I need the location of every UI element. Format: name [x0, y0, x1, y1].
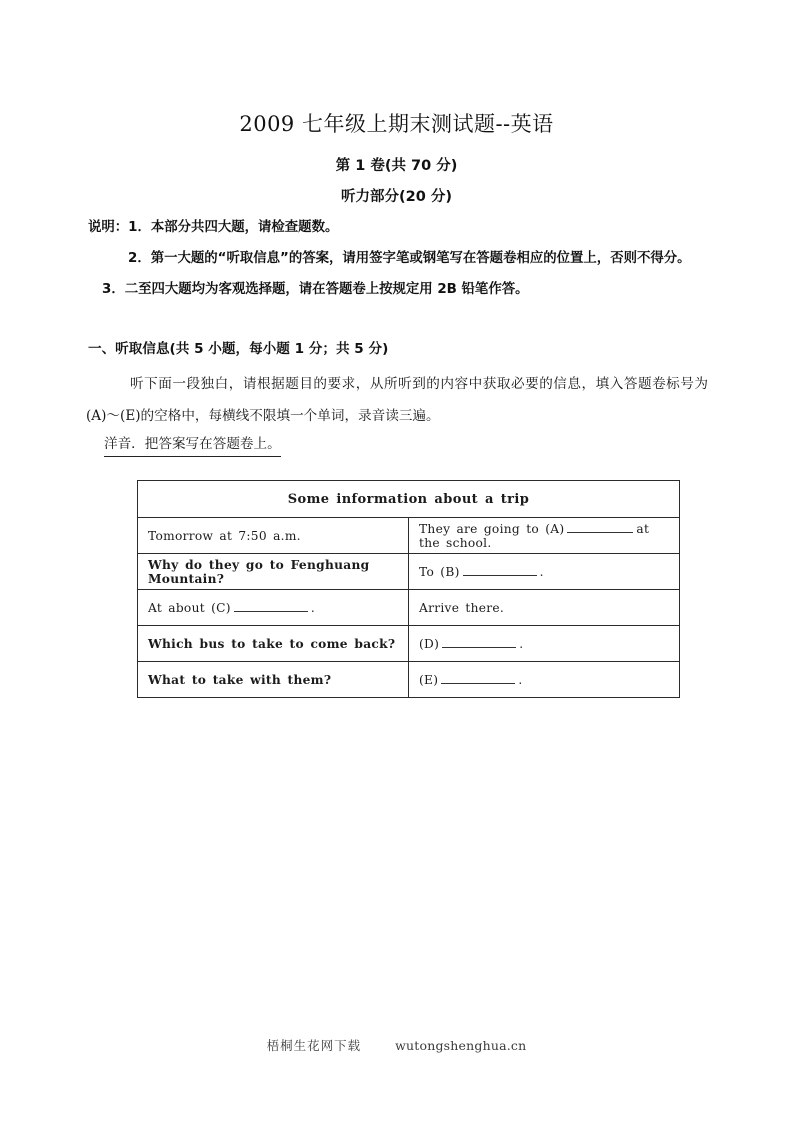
table-cell-question-bus: Which bus to take to come back? [138, 626, 409, 662]
answer-c-prefix: At about (C) [148, 601, 231, 615]
answer-a-suffix: at the school. [419, 522, 650, 550]
footer-site-url: wutongshenghua.cn [395, 1038, 527, 1053]
section-instruction-paragraph: 听下面一段独白，请根据题目的要求，从所听到的内容中获取必要的信息，填入答题卷标号为 (A)～(E)的空格中，每横线不限填一个单词，录音读三遍。 [86, 376, 708, 424]
table-header-row [138, 481, 680, 518]
table-cell-answer-e [409, 662, 680, 698]
listening-section-subtitle: 听力部分(20 分) [341, 189, 452, 205]
table-cell-time: Tomorrow at 7:50 a.m. [138, 518, 409, 554]
volume-subtitle: 第 1 卷(共 70 分) [335, 158, 458, 174]
footer-watermark [0, 1036, 793, 1054]
table-row [138, 662, 680, 698]
answer-blank-c[interactable] [234, 600, 308, 612]
instruction-note-2: 2．第一大题的“听取信息”的答案，请用签字笔或钢笔写在答题卷相应的位置上，否则不得分。 [128, 251, 691, 266]
table-cell-question-why: Why do they go to Fenghuang Mountain? [138, 554, 409, 590]
answer-blank-e[interactable] [441, 672, 515, 684]
answer-blank-d[interactable] [442, 636, 516, 648]
answer-blank-a[interactable] [567, 521, 633, 533]
answer-e-suffix: . [518, 673, 523, 687]
section-heading-listening: 一、听取信息(共 5 小题，每小题 1 分；共 5 分) [88, 341, 389, 357]
table-row [138, 518, 680, 554]
table-cell-answer-d [409, 626, 680, 662]
table-cell-answer-a [409, 518, 680, 554]
table-row [138, 590, 680, 626]
answer-sheet-note: 洋音．把答案写在答题卷上。 [104, 434, 281, 457]
answer-e-prefix: (E) [419, 673, 439, 687]
trip-information-table [137, 480, 680, 698]
table-title-cell: Some information about a trip [138, 481, 680, 518]
answer-d-prefix: (D) [419, 637, 440, 651]
instruction-note-1: 说明：1．本部分共四大题，请检查题数。 [88, 220, 339, 235]
answer-b-prefix: To (B) [419, 565, 460, 579]
answer-a-prefix: They are going to (A) [419, 522, 565, 536]
answer-blank-b[interactable] [463, 564, 537, 576]
table-cell-arrive: Arrive there. [409, 590, 680, 626]
table-row [138, 554, 680, 590]
footer-site-name: 梧桐生花网下载 [266, 1038, 362, 1053]
answer-d-suffix: . [519, 637, 524, 651]
instructions-block [88, 212, 708, 305]
page-title: 2009 七年级上期末测试题--英语 [239, 112, 554, 136]
answer-b-suffix: . [539, 565, 544, 579]
table-cell-question-take: What to take with them? [138, 662, 409, 698]
instruction-note-3: 3．二至四大题均为客观选择题，请在答题卷上按规定用 2B 铅笔作答。 [102, 282, 529, 297]
answer-c-suffix: . [310, 601, 316, 615]
table-row [138, 626, 680, 662]
table-cell-answer-b [409, 554, 680, 590]
table-cell-answer-c [138, 590, 409, 626]
